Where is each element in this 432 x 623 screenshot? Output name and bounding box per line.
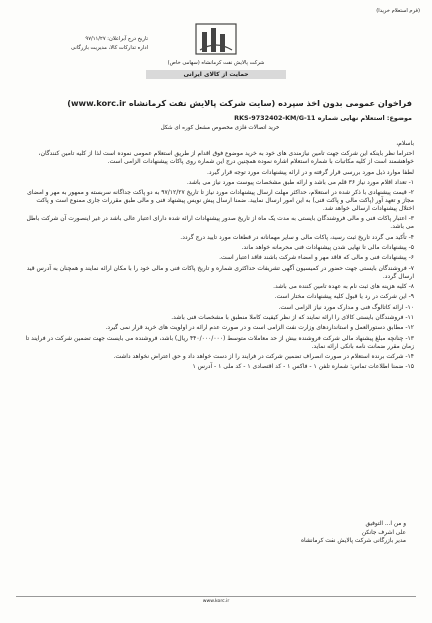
paragraph: ۲- قیمت پیشنهادی با ذکر شده در استعلام، حداکثر مهلت ارسال پیشنهادات مورد نیاز تا تاریخ ۹۷/۱۲/۲۷ به دو پاکت جداگانه سربسته و ممهور به مهر و امضای مجاز و تعهد آور (پاکت مالی و پاکت فنی) به این امور ارسال نمایید. ضمنا ارسال پیش نویس پیشنهاد فنی و مالی طبق مقررات جاری ممنوع است و پاکت اختلال پیشنهادات ارسالی خواهد شد.	[27, 189, 414, 212]
paragraph: ۶- پیشنهادات فنی و مالی که فاقد مهر و امضاء شرکت باشند فاقد اعتبار است.	[219, 254, 414, 262]
paragraph: ۱۱- فروشندگان بایستی کالای را ارائه نمایند که از نظر کیفیت کاملا منطبق با مشخصات فنی باشد.	[171, 314, 414, 322]
date-line: تاریخ درج آبراعلان: ۹۷/۱۱/۲۷	[85, 36, 148, 42]
paragraph: ۱۰- ارائه کاتالوگ فنی و مدارک مورد نیاز الزامی است.	[278, 303, 414, 311]
motto-banner: حمایت از کالای ایرانی	[146, 70, 286, 79]
office-line: اداره تدارکات کالا، مدیریت بازرگانی	[71, 45, 148, 51]
signer-name: علی اشرف جانکن	[361, 529, 406, 536]
paragraph: لطفا موارد ذیل مورد بررسی قرار گرفته و در ارائه پیشنهادات مورد توجه قرار گیرد.	[206, 168, 414, 176]
document-body	[22, 140, 414, 374]
paragraph: ۴- تأکید می گردد تاریخ ثبت رسید، پاکات مالی و سایر مهمانانه در قطعات مورد تایید درج گردد.	[180, 233, 414, 241]
signature-block	[216, 520, 406, 546]
paragraph: ۵- پیشنهادات مالی تا نهایی شدن پیشنهادات فنی محرمانه خواهد ماند.	[241, 243, 414, 251]
paragraph: ۱۴- شرکت برنده استعلام در صورت انصراف تضمین شرکت در فرایند را از دست خواهد داد و حق اعتراض نخواهد داشت.	[113, 353, 414, 361]
paragraph: ۱۳- چنانچه مبلغ پیشنهاد مالی شرکت فروشنده بیش از حد معاملات متوسط (۴۴۰/۰۰۰/۰۰۰ ریال) باشد، فروشنده می بایست جهت تضمین شرکت در فرایند تا زمان مقرر ضمانت نامه بانکی ارائه نماید.	[25, 334, 414, 350]
paragraph: ۱- تعداد اقلام مورد نیاز ۳۶ قلم می باشد و ارائه طبق مشخصات پیوست مورد نیاز می باشد.	[186, 178, 414, 186]
paragraph: ۱۵- ضمنا اطلاعات تماس: شماره تلفن ۱ - فاکس ۱ - کد اقتصادی ۱ - کد ملی ۱ - آدرس ۱	[192, 363, 414, 371]
paragraph: ۱۲- مطابق دستورالعمل و استانداردهای وزارت نفت الزامی است و در صورت عدم ارائه در اولویت های خرید قرار نمی گیرد.	[105, 324, 414, 332]
paragraph: ۸- کلیه هزینه های ثبت نام به عهده تامین کننده می باشد.	[273, 282, 414, 290]
footer-divider	[16, 596, 416, 597]
signer-role: مدیر بازرگانی شرکت پالایش نفت کرمانشاه	[301, 538, 406, 545]
closing-greeting: و من ا... التوفیق	[365, 521, 406, 527]
footer-website: www.korc.ir	[202, 599, 230, 604]
subject-line: موضوع: استعلام نهایی شماره RKS-9732402-KM/G-11	[234, 114, 412, 122]
form-label: (فرم استعلام خریدا)	[376, 8, 420, 14]
page-title: فراخوان عمومی بدون اخذ سپرده (سایت شرکت پالایش نفت کرمانشاه www.korc.ir)	[67, 98, 412, 108]
paragraph: ۷- فروشندگان بایستی جهت حضور در کمیسیون آگهی تشریفات حداکثری شماره و تاریخ پاکات فنی و مالی خود را با مکان ارائه نمایند و همچنان به آدرس قید ارسال گردد.	[26, 264, 414, 280]
company-name-small: شرکت پالایش نفت کرمانشاه (سهامی خاص)	[167, 60, 265, 66]
paragraph: ۹- این شرکت در رد یا قبول کلیه پیشنهادات مختار است.	[274, 293, 414, 301]
subject-description: خرید اتصالات فلزی مخصوص مشعل کوره ای شکل	[160, 125, 280, 131]
paragraph: ۳- اعتبار پاکات فنی و مالی فروشندگان بایستی به مدت یک ماه از تاریخ صدور پیشنهادات ارائه شده دارای اعتبار عالی باشد در غیر اینصورت آن شرکت باطل می باشد.	[26, 215, 414, 231]
paragraph: باسلام،	[396, 140, 414, 147]
paragraph: احتراما نظر باینکه این شرکت جهت تامین نیازمندی های خود به خرید موضوع فوق اقدام از طریق استعلام عمومی نموده است لذا از کلیه تامین کنندگان، خواهشمند است از کلیه مکاتبات با شماره استعلام اشاره نموده همچنین درج این شماره روی پاکات پیشنهادات الزامی است.	[38, 150, 414, 166]
